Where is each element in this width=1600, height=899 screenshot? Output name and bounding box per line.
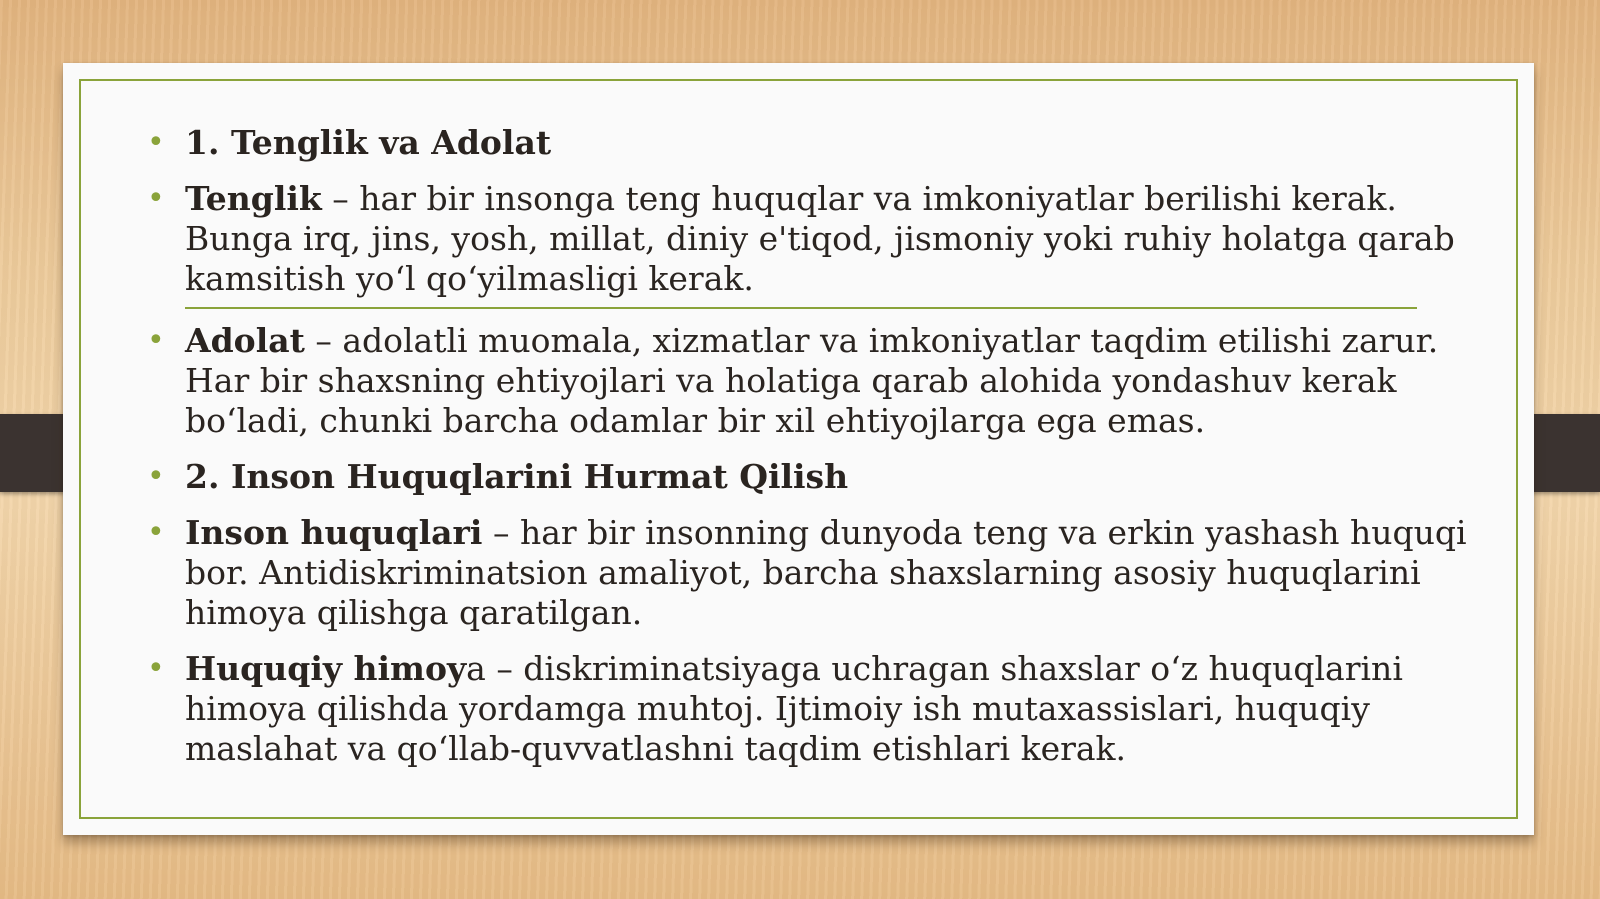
bullet-text: – har bir insonning dunyoda teng va erkin yashash huquqi bor. Antidiskriminatsion amaliyot, barcha shaxslarning asosiy huquqlarini himoya qilishga qaratilgan. [185, 513, 1467, 632]
term-heading: Inson huquqlari [185, 513, 483, 552]
bullet-item-section-1 [147, 123, 1477, 163]
slide-card [63, 63, 1534, 835]
term-heading: Adolat [185, 321, 305, 360]
term-heading: Tenglik [185, 179, 322, 218]
term-heading: Huquqiy himoy [185, 649, 467, 688]
bullet-icon: • [147, 515, 165, 550]
bullet-icon: • [147, 125, 165, 160]
bullet-icon: • [147, 459, 165, 494]
bullet-icon: • [147, 651, 165, 686]
bullet-item-section-2 [147, 457, 1477, 497]
bullet-item-huquqiy-himoya [147, 649, 1477, 769]
bullet-icon: • [147, 323, 165, 358]
bullet-text: – har bir insonga teng huquqlar va imkoniyatlar berilishi kerak. Bunga irq, jins, yosh, millat, diniy e'tiqod, jismoniy yoki ruhiy holatga qarab kamsitish yo‘l qo‘yilmasligi kerak. [185, 179, 1455, 298]
bullet-text: a – diskriminatsiyaga uchragan shaxslar o‘z huquqlarini himoya qilishda yordamga muhtoj. Ijtimoiy ish mutaxassislari, huquqiy maslahat va qo‘llab-quvvatlashni taqdim etishlari kerak. [185, 649, 1403, 768]
bullet-item-adolat [147, 321, 1477, 441]
bullet-item-tenglik [147, 179, 1477, 299]
section-heading: 2. Inson Huquqlarini Hurmat Qilish [185, 457, 849, 496]
section-heading: 1. Tenglik va Adolat [185, 123, 552, 162]
divider-line [185, 307, 1417, 309]
bullet-text: – adolatli muomala, xizmatlar va imkoniyatlar taqdim etilishi zarur. Har bir shaxsning ehtiyojlari va holatiga qarab alohida yondashuv kerak bo‘ladi, chunki barcha odamlar bir xil ehtiyojlarga ega emas. [185, 321, 1439, 440]
bullet-icon: • [147, 181, 165, 216]
bullet-item-inson-huquqlari [147, 513, 1477, 633]
slide-content [147, 123, 1477, 785]
